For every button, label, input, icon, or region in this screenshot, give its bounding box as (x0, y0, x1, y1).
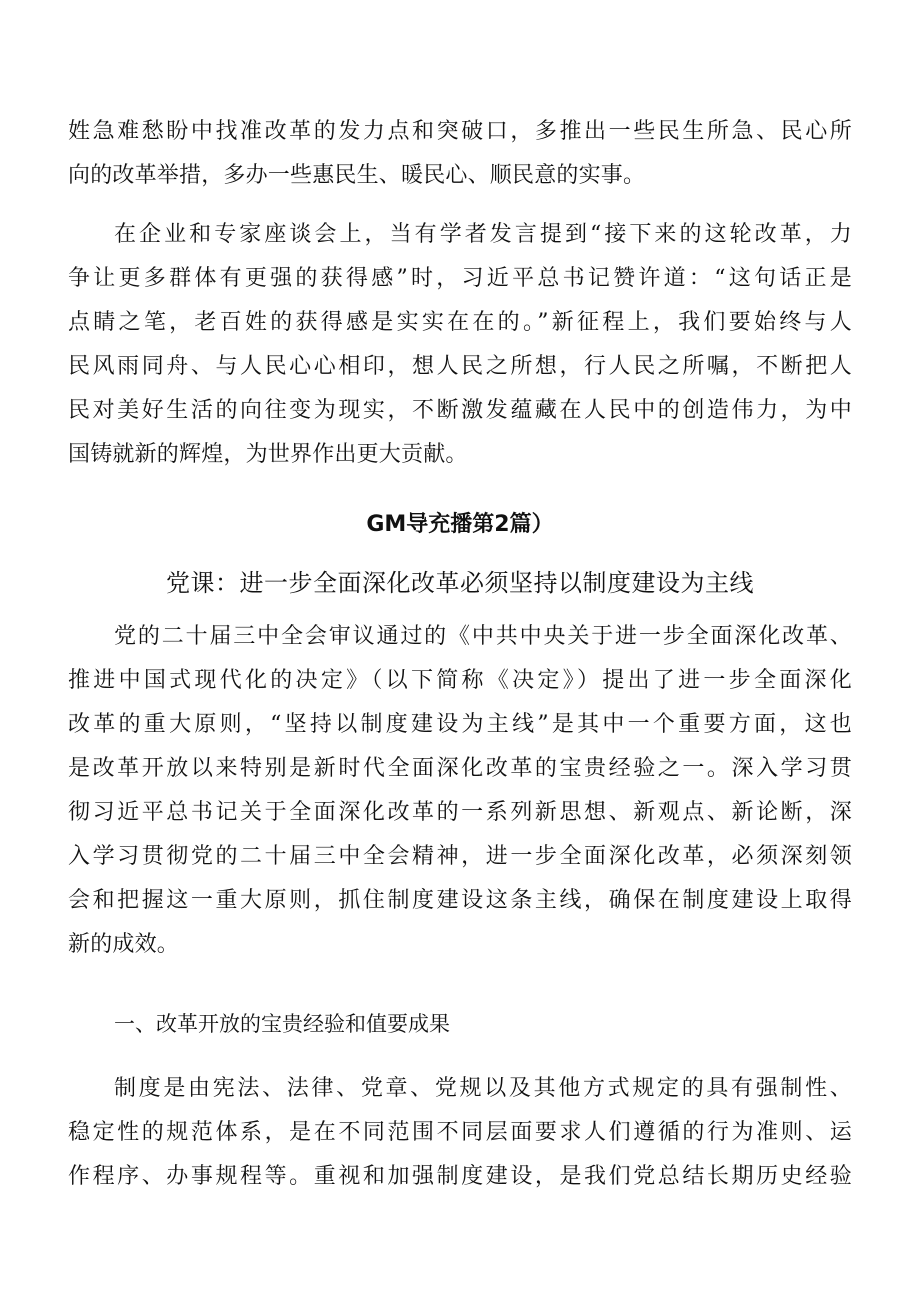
article-subheading: GM导充播第2篇） (366, 512, 554, 537)
paragraph-intro-line-1: 党的二十届三中全会审议通过的《中共中央关于进一步全面深化改革、 (114, 624, 852, 649)
paragraph-intro-line-6: 入学习贯彻党的二十届三中全会精神，进一步全面深化改革，必须深刻领 (68, 844, 852, 869)
paragraph-quote-line-6: 国铸就新的辉煌，为世界作出更大贡献。 (68, 442, 468, 467)
paragraph-quote-line-2: 争让更多群体有更强的获得感”时，习近平总书记赞许道：“这句话正是 (68, 266, 852, 291)
paragraph-quote-line-1: 在企业和专家座谈会上，当有学者发言提到“接下来的这轮改革，力 (114, 222, 852, 247)
paragraph-quote-line-4: 民风雨同舟、与人民心心相印，想人民之所想，行人民之所嘱，不断把人 (68, 354, 852, 379)
paragraph-intro-line-7: 会和把握这一重大原则，抓住制度建设这条主线，确保在制度建设上取得 (68, 888, 852, 913)
paragraph-quote-line-5: 民对美好生活的向往变为现实，不断激发蕴藏在人民中的创造伟力，为中 (68, 398, 852, 423)
paragraph-intro-line-2: 推进中国式现代化的决定》（以下简称《决定》）提出了进一步全面深化 (68, 668, 852, 693)
paragraph-top-line-2: 向的改革举措，多办一些惠民生、暖民心、顺民意的实事。 (68, 163, 646, 188)
paragraph-section-line-3: 作程序、办事规程等。重视和加强制度建设，是我们党总结长期历史经验 (68, 1164, 852, 1189)
paragraph-intro-line-5: 彻习近平总书记关于全面深化改革的一系列新思想、新观点、新论断，深 (68, 800, 852, 825)
paragraph-intro-line-8: 新的成效。 (68, 932, 180, 957)
article-title: 党课：进一步全面深化改革必须坚持以制度建设为主线 (166, 569, 754, 597)
paragraph-section-line-1: 制度是由宪法、法律、党章、党规以及其他方式规定的具有强制性、 (114, 1076, 852, 1101)
paragraph-intro-line-4: 是改革开放以来特别是新时代全面深化改革的宝贵经验之一。深入学习贯 (68, 756, 852, 781)
paragraph-top-line-1: 姓急难愁盼中找准改革的发力点和突破口，多推出一些民生所急、民心所 (68, 119, 852, 144)
section-heading: 一、改革开放的宝贵经验和值要成果 (114, 1012, 450, 1036)
paragraph-section-line-2: 稳定性的规范体系，是在不同范围不同层面要求人们遵循的行为准则、运 (68, 1120, 852, 1145)
paragraph-intro-line-3: 改革的重大原则，“坚持以制度建设为主线”是其中一个重要方面，这也 (68, 712, 852, 737)
paragraph-quote-line-3: 点睛之笔，老百姓的获得感是实实在在的。”新征程上，我们要始终与人 (68, 310, 852, 335)
